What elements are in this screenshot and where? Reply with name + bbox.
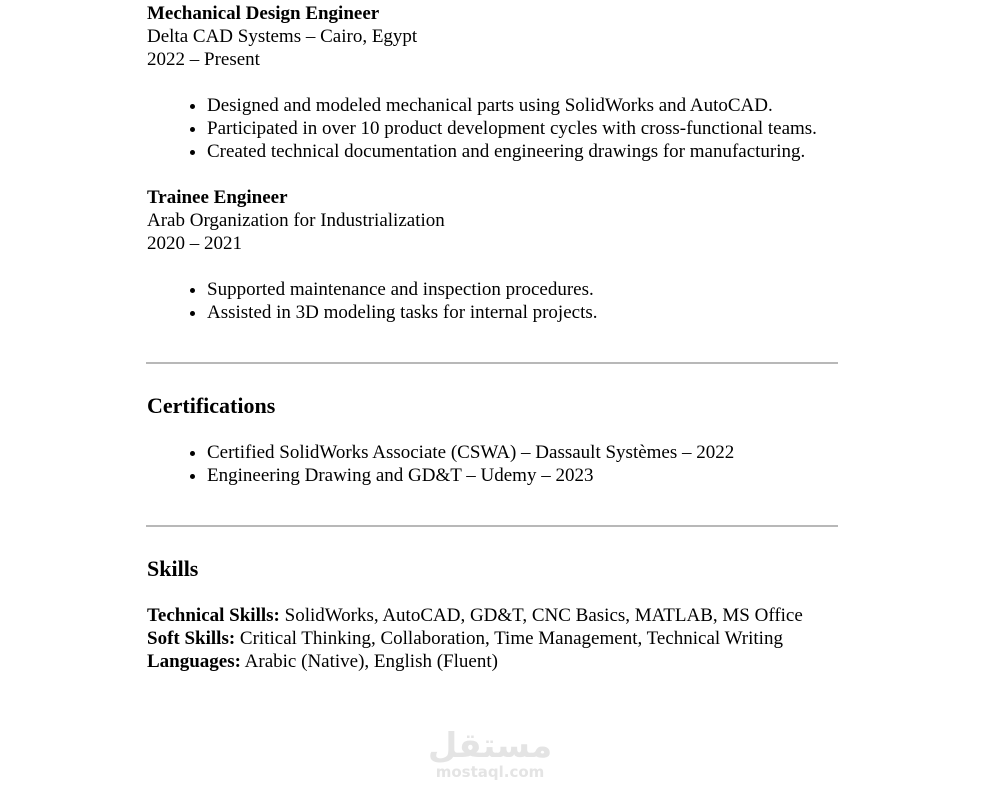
list-item: • Created technical documentation and engineering drawings for manufacturing. <box>207 140 839 163</box>
skills-value: Critical Thinking, Collaboration, Time Management, Technical Writing <box>235 627 783 649</box>
job-dates: 2022 – Present <box>147 48 260 70</box>
list-item: • Assisted in 3D modeling tasks for internal projects. <box>207 301 839 324</box>
list-item: • Engineering Drawing and GD&T – Udemy – 2023 <box>207 464 839 487</box>
job-company: Delta CAD Systems – Cairo, Egypt <box>147 25 418 47</box>
job-title: Mechanical Design Engineer <box>147 2 380 24</box>
list-item: • Designed and modeled mechanical parts using SolidWorks and AutoCAD. <box>207 94 839 117</box>
watermark-latin: mostaql.com <box>435 763 545 781</box>
skills-label: Soft Skills: <box>147 627 236 649</box>
list-item: • Participated in over 10 product development cycles with cross-functional teams. <box>207 117 839 140</box>
list-item: • Supported maintenance and inspection procedures. <box>207 278 839 301</box>
job-dates: 2020 – 2021 <box>147 232 242 254</box>
section-divider <box>146 525 838 527</box>
job-entry <box>147 2 839 163</box>
watermark-arabic: مستقل <box>427 726 553 766</box>
job-title: Trainee Engineer <box>147 186 288 208</box>
section-divider <box>146 362 838 364</box>
skills-row <box>147 627 839 650</box>
skills-label: Languages: <box>147 650 241 672</box>
job-bullets <box>147 94 839 163</box>
list-item: • Certified SolidWorks Associate (CSWA) – Dassault Systèmes – 2022 <box>207 441 839 464</box>
skills-value: Arabic (Native), English (Fluent) <box>240 650 498 672</box>
skills-row <box>147 650 839 673</box>
skills-row <box>147 604 839 627</box>
section-heading-certifications: Certifications <box>147 392 276 418</box>
skills-value: SolidWorks, AutoCAD, GD&T, CNC Basics, MATLAB, MS Office <box>279 604 803 626</box>
job-entry <box>147 186 839 324</box>
skills-label: Technical Skills: <box>147 604 280 626</box>
section-heading-skills: Skills <box>147 555 199 581</box>
mostaql-watermark <box>420 728 560 780</box>
certifications-list <box>147 441 839 487</box>
resume-page <box>147 2 839 673</box>
skills-block <box>147 604 839 673</box>
job-company: Arab Organization for Industrialization <box>147 209 445 231</box>
job-bullets <box>147 278 839 324</box>
